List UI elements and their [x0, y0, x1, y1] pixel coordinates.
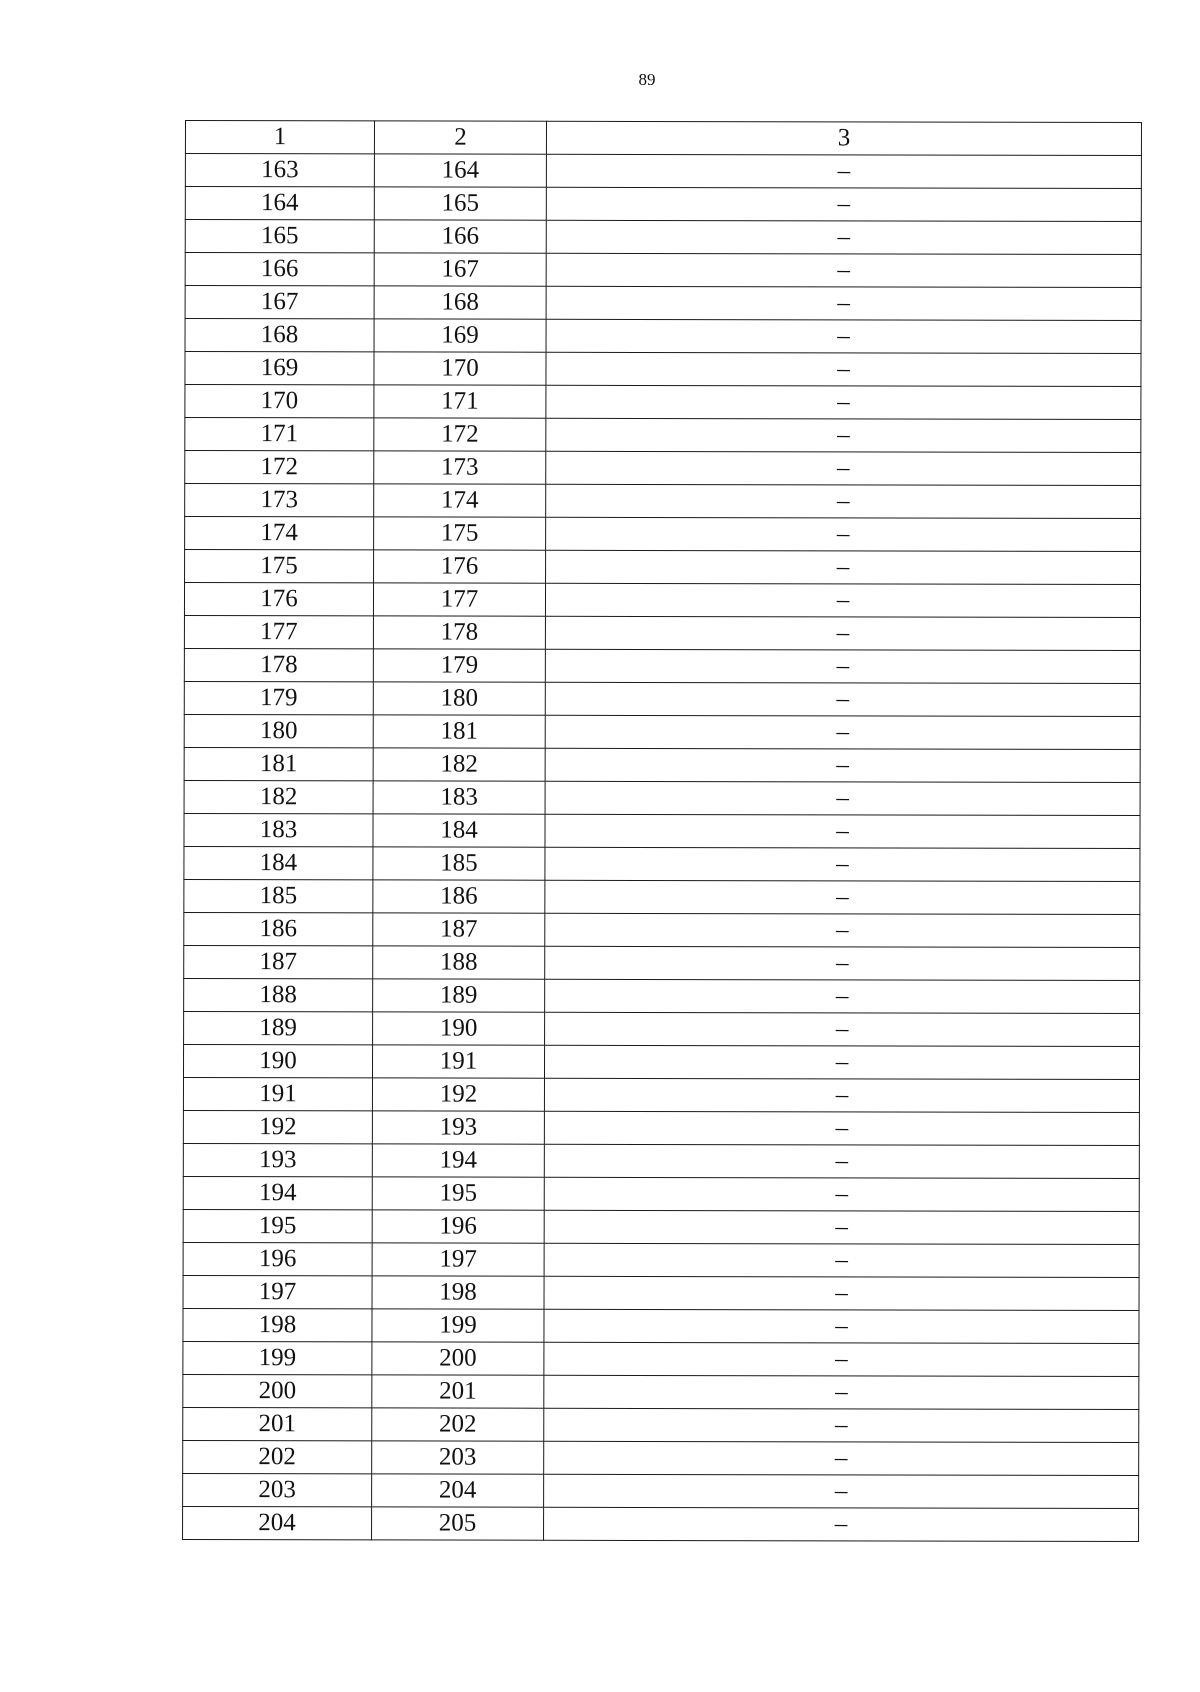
- table-row: [185, 286, 1141, 321]
- table-cell-col-1: 177: [184, 615, 373, 648]
- table-cell-col-3: –: [546, 220, 1141, 254]
- table-cell-col-1: 174: [185, 517, 374, 550]
- table-cell-col-2: 193: [372, 1111, 544, 1144]
- table-cell-col-2: 171: [374, 385, 546, 418]
- table-cell-col-1: 163: [185, 154, 374, 187]
- table-cell-col-3: –: [544, 1309, 1139, 1343]
- table-row: [185, 484, 1141, 519]
- table-row: [185, 187, 1141, 222]
- table-cell-col-3: –: [546, 319, 1141, 353]
- table-cell-col-3: –: [544, 1243, 1139, 1277]
- table-cell-col-2: 173: [374, 451, 546, 484]
- table-row: [184, 714, 1140, 749]
- table-row: [183, 1473, 1139, 1508]
- table-cell-col-1: 169: [185, 352, 374, 385]
- table-row: [185, 154, 1141, 189]
- table-cell-col-1: 183: [184, 813, 373, 846]
- table-cell-col-1: 166: [185, 253, 374, 286]
- table-cell-col-2: 183: [373, 781, 545, 814]
- table-cell-col-2: 204: [372, 1474, 544, 1507]
- table-cell-col-3: –: [544, 1342, 1139, 1376]
- table-cell-col-1: 182: [184, 780, 373, 813]
- table-row: [183, 1275, 1139, 1310]
- table-cell-col-1: 176: [184, 583, 373, 616]
- table-cell-col-1: 197: [183, 1275, 372, 1308]
- table-row: [184, 648, 1140, 683]
- table-cell-col-3: –: [544, 1144, 1139, 1178]
- table-row: [184, 912, 1140, 947]
- column-header-3: 3: [546, 121, 1141, 155]
- table-cell-col-1: 186: [184, 912, 373, 945]
- table-row: [184, 583, 1140, 618]
- table-body: [183, 154, 1142, 1542]
- table-row: [183, 1407, 1139, 1442]
- table-cell-col-1: 189: [184, 1011, 373, 1044]
- table-cell-col-3: –: [544, 1276, 1139, 1310]
- table-cell-col-1: 180: [184, 714, 373, 747]
- table-cell-col-2: 205: [372, 1507, 544, 1540]
- table-cell-col-3: –: [546, 484, 1141, 518]
- table-cell-col-2: 199: [372, 1309, 544, 1342]
- table-cell-col-1: 170: [185, 385, 374, 418]
- table-cell-col-3: –: [545, 715, 1140, 749]
- table-row: [185, 220, 1141, 255]
- table-row: [183, 1506, 1139, 1541]
- table-cell-col-3: –: [545, 814, 1140, 848]
- table-row: [183, 1110, 1139, 1145]
- table-row: [185, 319, 1141, 354]
- table-cell-col-1: 195: [183, 1209, 372, 1242]
- table-row: [183, 1341, 1139, 1376]
- table-cell-col-2: 172: [374, 418, 546, 451]
- table-row: [184, 846, 1140, 881]
- table-cell-col-1: 184: [184, 846, 373, 879]
- table-cell-col-1: 175: [185, 550, 374, 583]
- table-cell-col-2: 186: [373, 880, 545, 913]
- table-header-row: [185, 121, 1141, 156]
- table-cell-col-3: –: [544, 1507, 1139, 1541]
- table-cell-col-2: 189: [373, 979, 545, 1012]
- table-cell-col-1: 198: [183, 1308, 372, 1341]
- table-cell-col-3: –: [544, 1078, 1139, 1112]
- table-cell-col-1: 193: [183, 1143, 372, 1176]
- table-cell-col-2: 181: [373, 715, 545, 748]
- table-cell-col-3: –: [545, 913, 1140, 947]
- table-row: [185, 418, 1141, 453]
- table-row: [184, 747, 1140, 782]
- table-cell-col-3: –: [545, 880, 1140, 914]
- table-row: [184, 615, 1140, 650]
- table-cell-col-3: –: [546, 286, 1141, 320]
- table-cell-col-3: –: [546, 451, 1141, 485]
- table-cell-col-2: 190: [373, 1012, 545, 1045]
- table-cell-col-3: –: [546, 253, 1141, 287]
- table-cell-col-3: –: [546, 418, 1141, 452]
- table-cell-col-1: 179: [184, 681, 373, 714]
- table-cell-col-1: 200: [183, 1374, 372, 1407]
- table-cell-col-3: –: [545, 583, 1140, 617]
- table-cell-col-2: 175: [374, 517, 546, 550]
- table-cell-col-1: 201: [183, 1407, 372, 1440]
- table-cell-col-2: 170: [374, 352, 546, 385]
- table-cell-col-2: 202: [372, 1408, 544, 1441]
- table-row: [183, 1176, 1139, 1211]
- table-row: [185, 385, 1141, 420]
- table-cell-col-1: 165: [185, 220, 374, 253]
- table-row: [183, 1209, 1139, 1244]
- table-cell-col-3: –: [545, 1012, 1140, 1046]
- table-row: [184, 681, 1140, 716]
- table-cell-col-3: –: [545, 616, 1140, 650]
- table-cell-col-1: 173: [185, 484, 374, 517]
- table-cell-col-2: 179: [373, 649, 545, 682]
- table-cell-col-2: 180: [373, 682, 545, 715]
- table-cell-col-1: 168: [185, 319, 374, 352]
- table-cell-col-3: –: [545, 748, 1140, 782]
- table-row: [184, 978, 1140, 1013]
- table-row: [184, 813, 1140, 848]
- table-cell-col-2: 192: [372, 1078, 544, 1111]
- table-cell-col-2: 203: [372, 1441, 544, 1474]
- table-cell-col-2: 197: [372, 1243, 544, 1276]
- table-row: [183, 1077, 1139, 1112]
- table-row: [183, 1143, 1139, 1178]
- table-cell-col-1: 185: [184, 879, 373, 912]
- table-cell-col-1: 164: [185, 187, 374, 220]
- table-cell-col-3: –: [546, 352, 1141, 386]
- table-cell-col-3: –: [546, 550, 1141, 584]
- table-cell-col-3: –: [546, 154, 1141, 188]
- table-cell-col-2: 195: [372, 1177, 544, 1210]
- table-cell-col-3: –: [544, 1210, 1139, 1244]
- table-row: [185, 517, 1141, 552]
- table-cell-col-1: 203: [183, 1473, 372, 1506]
- table-cell-col-3: –: [545, 979, 1140, 1013]
- table-cell-col-1: 202: [183, 1440, 372, 1473]
- table-cell-col-2: 188: [373, 946, 545, 979]
- table-cell-col-2: 194: [372, 1144, 544, 1177]
- table-cell-col-1: 196: [183, 1242, 372, 1275]
- table-cell-col-1: 188: [184, 978, 373, 1011]
- table-cell-col-2: 167: [374, 253, 546, 286]
- table-cell-col-1: 204: [183, 1506, 372, 1539]
- table-cell-col-1: 187: [184, 945, 373, 978]
- column-header-1: 1: [185, 121, 374, 154]
- table-cell-col-2: 164: [374, 154, 546, 187]
- table-cell-col-1: 171: [185, 418, 374, 451]
- table-cell-col-2: 165: [374, 187, 546, 220]
- table-cell-col-1: 191: [183, 1077, 372, 1110]
- table-cell-col-2: 177: [373, 583, 545, 616]
- table-cell-col-3: –: [546, 517, 1141, 551]
- table-cell-col-2: 196: [372, 1210, 544, 1243]
- table-cell-col-2: 166: [374, 220, 546, 253]
- table-cell-col-2: 169: [374, 319, 546, 352]
- data-table: [182, 120, 1142, 1542]
- table-cell-col-2: 185: [373, 847, 545, 880]
- table-cell-col-1: 194: [183, 1176, 372, 1209]
- table-row: [184, 879, 1140, 914]
- table-cell-col-1: 167: [185, 286, 374, 319]
- table-row: [185, 352, 1141, 387]
- table-cell-col-1: 192: [183, 1110, 372, 1143]
- page-number: 89: [638, 70, 656, 89]
- table-cell-col-2: 191: [372, 1045, 544, 1078]
- table-cell-col-3: –: [545, 946, 1140, 980]
- table-cell-col-3: –: [545, 649, 1140, 683]
- table-cell-col-1: 190: [183, 1044, 372, 1077]
- table-cell-col-3: –: [544, 1111, 1139, 1145]
- table-cell-col-3: –: [546, 385, 1141, 419]
- table-cell-col-2: 182: [373, 748, 545, 781]
- table-row: [183, 1044, 1139, 1079]
- table-cell-col-1: 178: [184, 648, 373, 681]
- table-cell-col-2: 184: [373, 814, 545, 847]
- table-cell-col-2: 187: [373, 913, 545, 946]
- table-row: [185, 253, 1141, 288]
- table-cell-col-2: 201: [372, 1375, 544, 1408]
- table-cell-col-1: 172: [185, 451, 374, 484]
- table-cell-col-1: 181: [184, 747, 373, 780]
- table-row: [185, 451, 1141, 486]
- table-cell-col-3: –: [544, 1375, 1139, 1409]
- table-row: [185, 550, 1141, 585]
- table-row: [183, 1440, 1139, 1475]
- table-row: [184, 780, 1140, 815]
- table-cell-col-2: 200: [372, 1342, 544, 1375]
- table-cell-col-2: 168: [374, 286, 546, 319]
- table-cell-col-2: 198: [372, 1276, 544, 1309]
- table-cell-col-3: –: [544, 1474, 1139, 1508]
- table-cell-col-3: –: [546, 187, 1141, 221]
- table-cell-col-3: –: [544, 1045, 1139, 1079]
- table-cell-col-2: 176: [374, 550, 546, 583]
- table-cell-col-3: –: [545, 781, 1140, 815]
- table-row: [183, 1242, 1139, 1277]
- table-cell-col-3: –: [544, 1441, 1139, 1475]
- table-row: [184, 1011, 1140, 1046]
- table-row: [183, 1308, 1139, 1343]
- table-cell-col-2: 178: [373, 616, 545, 649]
- table-cell-col-3: –: [544, 1177, 1139, 1211]
- table-cell-col-1: 199: [183, 1341, 372, 1374]
- table-row: [184, 945, 1140, 980]
- column-header-2: 2: [374, 121, 546, 154]
- table-cell-col-3: –: [545, 682, 1140, 716]
- table-cell-col-3: –: [545, 847, 1140, 881]
- table-cell-col-3: –: [544, 1408, 1139, 1442]
- table-row: [183, 1374, 1139, 1409]
- table-cell-col-2: 174: [374, 484, 546, 517]
